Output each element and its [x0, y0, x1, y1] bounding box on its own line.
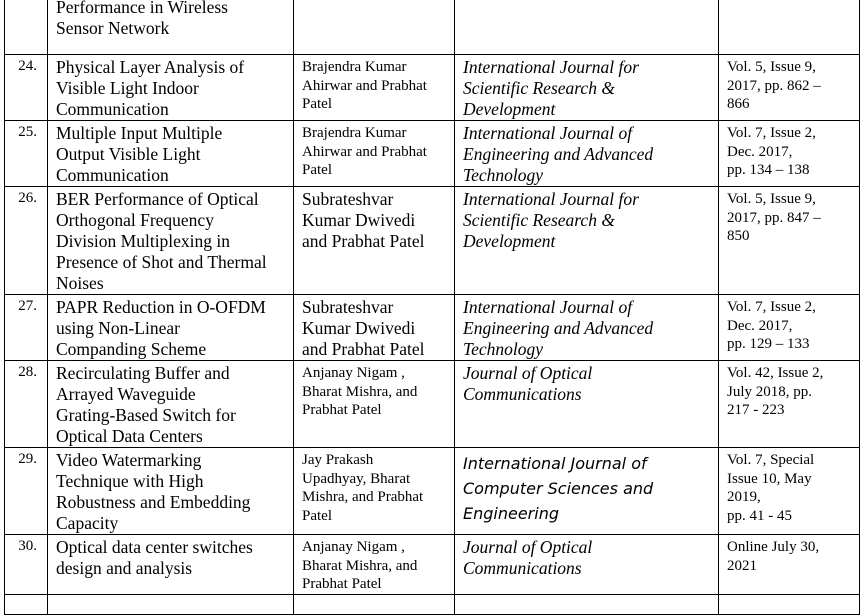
row-number: 30.: [5, 535, 48, 595]
paper-authors: [294, 594, 455, 614]
journal-name: International Journal of Engineering and Advanced Technology: [455, 121, 719, 187]
paper-authors: Subrateshvar Kumar Dwivedi and Prabhat Patel: [294, 295, 455, 361]
table-row: [5, 594, 860, 614]
paper-authors: Anjanay Nigam , Bharat Mishra, and Prabhat Patel: [294, 535, 455, 595]
table-row: [5, 121, 860, 187]
row-number: 29.: [5, 448, 48, 535]
paper-authors: Anjanay Nigam , Bharat Mishra, and Prabhat Patel: [294, 361, 455, 448]
row-number: 25.: [5, 121, 48, 187]
publications-table: [4, 0, 860, 615]
paper-title: Recirculating Buffer and Arrayed Waveguide Grating-Based Switch for Optical Data Centers: [48, 361, 294, 448]
volume-info: Online July 30, 2021: [719, 535, 860, 595]
paper-authors: Subrateshvar Kumar Dwivedi and Prabhat Patel: [294, 187, 455, 295]
volume-info: [719, 0, 860, 55]
journal-name: International Journal of Engineering and Advanced Technology: [455, 295, 719, 361]
paper-title: [48, 594, 294, 614]
journal-name: Journal of Optical Communications: [455, 361, 719, 448]
table-row: [5, 187, 860, 295]
table-row: [5, 535, 860, 595]
paper-title: Video Watermarking Technique with High Robustness and Embedding Capacity: [48, 448, 294, 535]
volume-info: [719, 594, 860, 614]
table-row: [5, 0, 860, 55]
table-row: [5, 448, 860, 535]
paper-authors: Jay Prakash Upadhyay, Bharat Mishra, and Prabhat Patel: [294, 448, 455, 535]
paper-title: PAPR Reduction in O-OFDM using Non-Linear Companding Scheme: [48, 295, 294, 361]
row-number: [5, 594, 48, 614]
journal-name: Journal of Optical Communications: [455, 535, 719, 595]
volume-info: Vol. 7, Issue 2, Dec. 2017, pp. 129 – 133: [719, 295, 860, 361]
journal-name: [455, 0, 719, 55]
volume-info: Vol. 7, Issue 2, Dec. 2017, pp. 134 – 138: [719, 121, 860, 187]
table-row: [5, 361, 860, 448]
paper-authors: [294, 0, 455, 55]
table-row: [5, 295, 860, 361]
volume-info: Vol. 5, Issue 9, 2017, pp. 862 – 866: [719, 55, 860, 121]
paper-authors: Brajendra Kumar Ahirwar and Prabhat Patel: [294, 55, 455, 121]
volume-info: Vol. 5, Issue 9, 2017, pp. 847 – 850: [719, 187, 860, 295]
paper-title: Physical Layer Analysis of Visible Light Indoor Communication: [48, 55, 294, 121]
journal-name: International Journal for Scientific Research & Development: [455, 187, 719, 295]
paper-title: BER Performance of Optical Orthogonal Frequency Division Multiplexing in Presence of Shot and Thermal Noises: [48, 187, 294, 295]
journal-name: International Journal of Computer Sciences and Engineering: [455, 448, 719, 535]
paper-title: Multiple Input Multiple Output Visible Light Communication: [48, 121, 294, 187]
paper-title: Performance in Wireless Sensor Network: [48, 0, 294, 55]
paper-authors: Brajendra Kumar Ahirwar and Prabhat Patel: [294, 121, 455, 187]
journal-name: [455, 594, 719, 614]
row-number: 28.: [5, 361, 48, 448]
volume-info: Vol. 7, Special Issue 10, May 2019, pp. 41 - 45: [719, 448, 860, 535]
row-number: [5, 0, 48, 55]
table-row: [5, 55, 860, 121]
row-number: 26.: [5, 187, 48, 295]
row-number: 24.: [5, 55, 48, 121]
paper-title: Optical data center switches design and analysis: [48, 535, 294, 595]
volume-info: Vol. 42, Issue 2, July 2018, pp. 217 - 223: [719, 361, 860, 448]
journal-name: International Journal for Scientific Research & Development: [455, 55, 719, 121]
row-number: 27.: [5, 295, 48, 361]
